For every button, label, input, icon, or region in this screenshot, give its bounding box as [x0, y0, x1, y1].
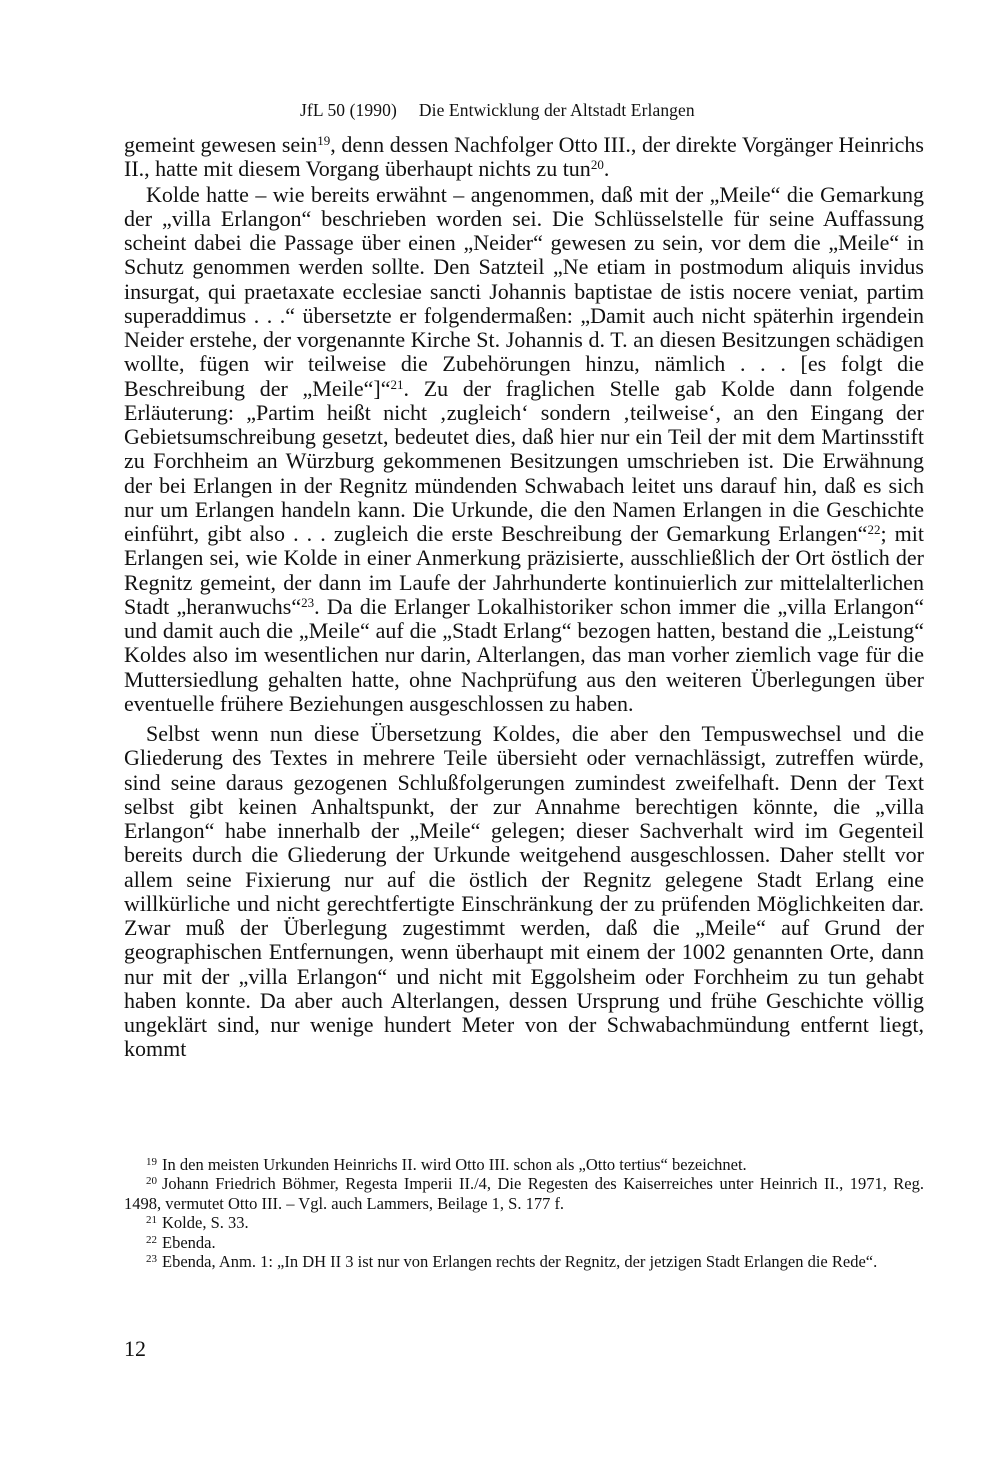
footnote-text: In den meisten Urkunden Heinrichs II. wird Otto III. schon als „Otto tertius“ bezeichnet. [162, 1155, 747, 1174]
footnote-ref-20[interactable]: 20 [590, 157, 604, 173]
footnote-text: Johann Friedrich Böhmer, Regesta Imperii II./4, Die Regesten des Kaiserreiches unter Heinrich II., 1971, Reg. 1498, vermutet Otto III. – Vgl. auch Lammers, Beilage 1, S. 177 f. [124, 1174, 924, 1213]
page-number: 12 [124, 1336, 146, 1361]
footnotes [124, 1155, 924, 1271]
body-text [124, 133, 924, 1062]
paragraph-2: Kolde hatte – wie bereits erwähnt – angenommen, daß mit der „Meile“ die Gemarkung der „villa Erlangon“ beschrieben worden sei. Die Schlüsselstelle für seine Auffassung scheint dabei die Passage über einen „Neider“ gewesen zu sein, vor dem die „Meile“ in Schutz genommen werden sollte. Den Satzteil „Ne etiam in postmodum aliquis invidus insurgat, qui praetaxate ecclesiae sancti Johannis baptistae de istis nocere veniat, partim superaddimus . . .“ übersetzte er folgendermaßen: „Damit auch nicht späterhin irgendein Neider erstehe, der vorgenannte Kirche St. Johannis d. T. an diesen Besitzungen schädigen wollte, fügen wir teilweise die Zubehörungen hinzu, nämlich . . . [es folgt die Beschreibung der „Meile“]“$^{21}$. Zu der fraglichen Stelle gab Kolde dann folgende Erläuterung: „Partim heißt nicht ‚zugleich‘ sondern ‚teilweise‘, an den Eingang der Gebietsumschreibung gesetzt, bedeutet dies, daß hier nur ein Teil der mit dem Martinsstift zu Forchheim an Würzburg gekommenen Besitzungen umschrieben ist. Die Erwähnung der bei Erlangen in der Regnitz mündenden Schwabach leitet uns darauf hin, daß es sich nur um Erlangen handeln kann. Die Urkunde, die den Namen Erlangen in die Geschichte einführt, gibt also . . . zugleich die erste Beschreibung der Gemarkung Erlangen“$^{22}$; mit Erlangen sei, wie Kolde in einer Anmerkung präzisierte, ausschließlich der Ort östlich der Regnitz gemeint, der dann im Laufe der Jahrhunderte kontinuierlich zur mittelalterlichen Stadt „heranwuchs“$^{23}$. Da die Erlanger Lokalhistoriker schon immer die „villa Erlangon“ und damit auch die „Meile“ auf die „Stadt Erlang“ bezogen hatten, bestand die „Leistung“ Koldes also im wesentlichen nur darin, Alterlangen, das man vorher ziemlich vage für die Muttersiedlung gehalten hatte, ohne Nachprüfung aus den weiteren Überlegungen über eventuelle frühere Beziehungen ausgeschlossen zu haben. [124, 181, 925, 716]
footnote-ref-22[interactable]: 22 [867, 522, 881, 537]
running-title: Die Entwicklung der Altstadt Erlangen [418, 100, 695, 120]
footnote-number: 22 [146, 1233, 157, 1246]
footnote-ref-19[interactable]: 19 [317, 133, 331, 148]
footnote-text: Kolde, S. 33. [162, 1213, 249, 1233]
footnote-19 [124, 1155, 924, 1174]
footnote-number: 21 [146, 1214, 157, 1227]
footnote-23 [124, 1252, 924, 1271]
paragraph-1: gemeint gewesen sein$^{19}$, denn dessen Nachfolger Otto III., der direkte Vorgänger Heinrichs II., hatte mit diesem Vorgang überhaupt nichts zu tun$^{20}$. [124, 132, 924, 182]
journal-reference: JfL 50 (1990) [300, 100, 397, 120]
footnote-number: 20 [146, 1175, 157, 1188]
footnote-text: Ebenda. [162, 1232, 216, 1252]
running-head [300, 100, 695, 121]
footnote-ref-23[interactable]: 23 [301, 594, 315, 610]
footnote-20 [124, 1174, 924, 1213]
footnote-number: 23 [146, 1253, 157, 1266]
footnote-ref-21[interactable]: 21 [390, 376, 404, 392]
footnote-text: Ebenda, Anm. 1: „In DH II 3 ist nur von Erlangen rechts der Regnitz, der jetzigen Stadt Erlangen die Rede“. [162, 1252, 878, 1272]
footnote-number: 19 [146, 1156, 157, 1168]
footnote-22 [124, 1233, 924, 1252]
footnote-21 [124, 1213, 924, 1232]
paragraph-3: Selbst wenn nun diese Übersetzung Koldes, die aber den Tempuswechsel und die Gliederung des Textes in mehrere Teile übersieht oder vernachlässigt, zutreffen würde, sind seine daraus gezogenen Schlußfolgerungen zumindest zweifelhaft. Denn der Text selbst gibt keinen Anhaltspunkt, der zur Annahme berechtigen könnte, die „villa Erlangon“ habe innerhalb der „Meile“ gelegen; dieser Sachverhalt wird im Gegenteil bereits durch die Gliederung der Urkunde weitgehend ausgeschlossen. Daher stellt vor allem seine Fixierung nur auf die östlich der Regnitz gelegene Stadt Erlang eine willkürliche und nicht gerechtfertigte Einschränkung der zu prüfenden Möglichkeiten dar. Zwar muß der Überlegung zugestimmt werden, daß die „Meile“ auf Grund der geographischen Entfernungen, wenn überhaupt mit einem der 1002 genannten Orte, dann nur mit der „villa Erlangon“ und nicht mit Eggolsheim oder Forchheim zu tun gehabt haben konnte. Da aber auch Alterlangen, dessen Ursprung und frühe Geschichte völlig ungeklärt sind, nur wenige hundert Meter von der Schwabachmündung entfernt liegt, kommt [124, 721, 924, 1062]
